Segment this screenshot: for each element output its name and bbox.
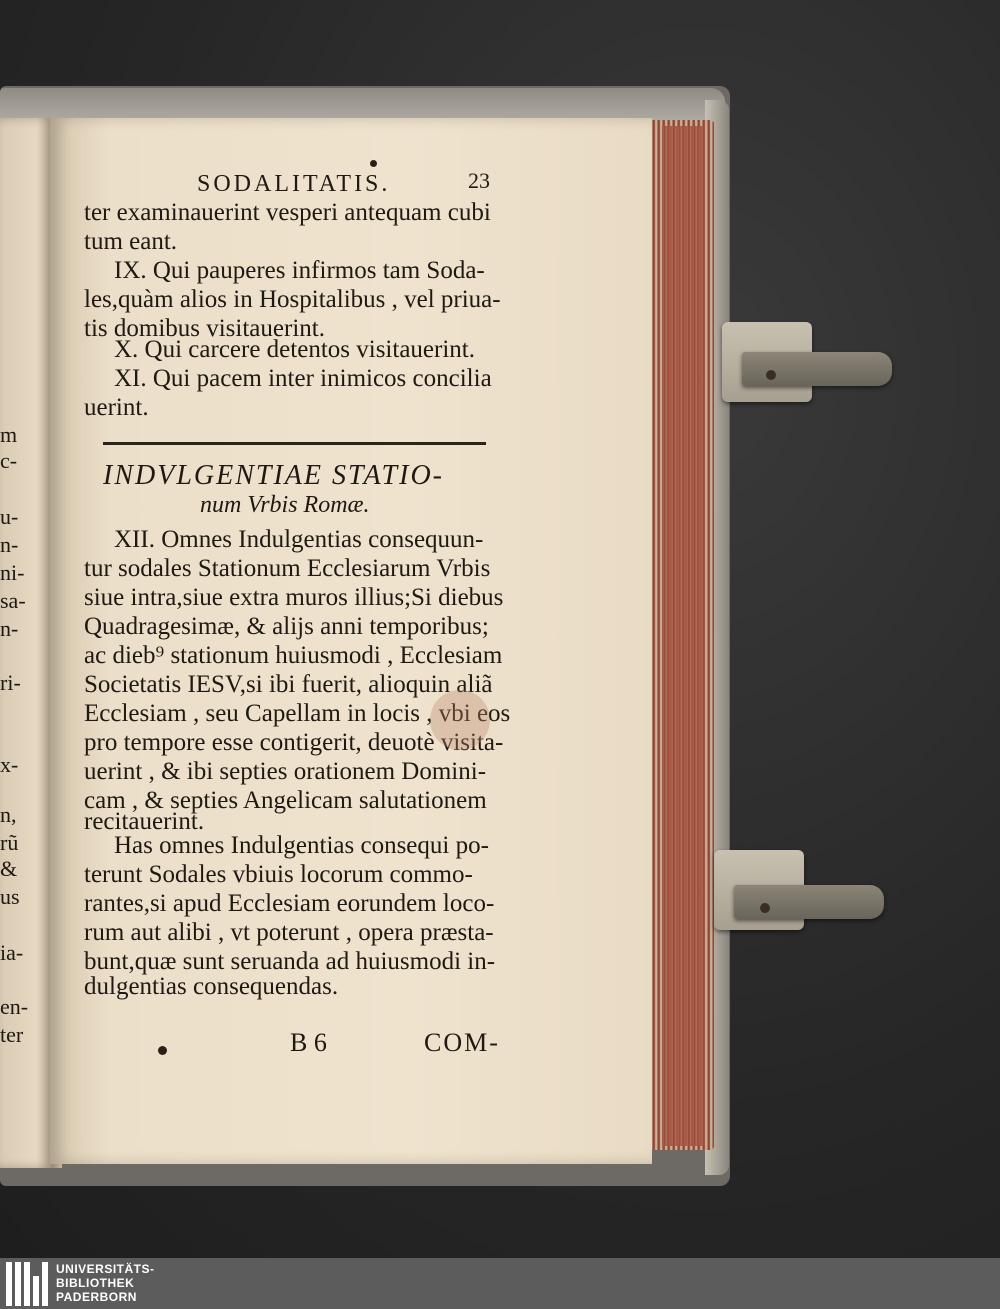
left-fragment: m (0, 422, 18, 447)
left-fragment: ia- (0, 940, 24, 965)
text-line: tur sodales Stationum Ecclesiarum Vrbis (84, 555, 491, 582)
text-line: bunt,quæ sunt seruanda ad huiusmodi in- (84, 948, 496, 975)
logo-line: UNIVERSITÄTS- (56, 1262, 155, 1276)
footer-logo-bar (0, 1258, 1000, 1309)
upper-clasp-strap (742, 352, 892, 386)
upper-clasp-rivet (766, 370, 776, 380)
text-line: tis domibus visitauerint. (84, 315, 325, 342)
text-line: ac dieb⁹ stationum huiusmodi , Ecclesiam (84, 642, 503, 669)
text-line: dulgentias consequendas. (84, 973, 339, 1000)
left-fragment: ni- (0, 560, 25, 585)
left-fragment: n, (0, 802, 17, 827)
signature-mark: B 6 (290, 1028, 327, 1057)
text-line: rum aut alibi , vt poterunt , opera præsta- (84, 919, 494, 946)
wormhole (158, 1046, 167, 1055)
left-fragment: x- (0, 752, 19, 777)
text-line: siue intra,siue extra muros illius;Si diebus (84, 584, 504, 611)
text-line: Societatis IESV,si ibi fuerit, alioquin aliã (84, 671, 493, 698)
text-line: cam , & septies Angelicam salutationem (84, 787, 487, 814)
left-fragment: u- (0, 504, 19, 529)
left-fragment: n- (0, 532, 19, 557)
page-number: 23 (468, 168, 490, 193)
text-line: X. Qui carcere detentos visitauerint. (114, 336, 475, 363)
section-heading: INDVLGENTIAE STATIO- (103, 460, 444, 491)
library-logo-icon (6, 1262, 46, 1306)
section-rule (103, 442, 486, 445)
stain (430, 690, 490, 750)
text-line: recitauerint. (84, 808, 205, 835)
left-fragment: ter (0, 1022, 24, 1047)
wormhole (370, 160, 377, 167)
text-line: terunt Sodales vbiuis locorum commo- (84, 861, 473, 888)
left-fragment: en- (0, 994, 29, 1019)
text-line: XI. Qui pacem inter inimicos concilia (114, 365, 492, 392)
left-fragment: rũ (0, 830, 19, 855)
left-fragment: us (0, 884, 20, 909)
text-line: Has omnes Indulgentias consequi po- (114, 832, 489, 859)
lower-clasp-strap (734, 885, 884, 919)
logo-line: BIBLIOTHEK (56, 1276, 135, 1290)
logo-line: PADERBORN (56, 1290, 137, 1304)
text-line: Ecclesiam , seu Capellam in locis , vbi eos (84, 700, 511, 727)
text-line: uerint. (84, 394, 149, 421)
text-line: Quadragesimæ, & alijs anni temporibus; (84, 613, 489, 640)
text-line: rantes,si apud Ecclesiam eorundem loco- (84, 890, 495, 917)
left-fragment: ri- (0, 670, 21, 695)
text-line: ter examinauerint vesperi antequam cubi (84, 199, 491, 226)
text-line: les,quàm alios in Hospitalibus , vel priua- (84, 286, 501, 313)
section-subheading: num Vrbis Romæ. (200, 492, 370, 518)
text-line: uerint , & ibi septies orationem Domini- (84, 758, 487, 785)
library-logo-text (56, 1262, 155, 1304)
left-fragment: & (0, 856, 18, 881)
text-line: IX. Qui pauperes infirmos tam Soda- (114, 257, 485, 284)
left-fragment: n- (0, 616, 19, 641)
text-line: pro tempore esse contigerit, deuotè visita- (84, 729, 504, 756)
catchword: COM- (424, 1028, 500, 1057)
red-page-edges (662, 126, 704, 1146)
running-head-title: SODALITATIS. (197, 171, 391, 197)
text-line: XII. Omnes Indulgentias consequun- (114, 526, 484, 553)
left-fragment: sa- (0, 588, 26, 613)
lower-clasp-rivet (760, 903, 770, 913)
text-line: tum eant. (84, 228, 178, 255)
left-fragment: c- (0, 448, 18, 473)
